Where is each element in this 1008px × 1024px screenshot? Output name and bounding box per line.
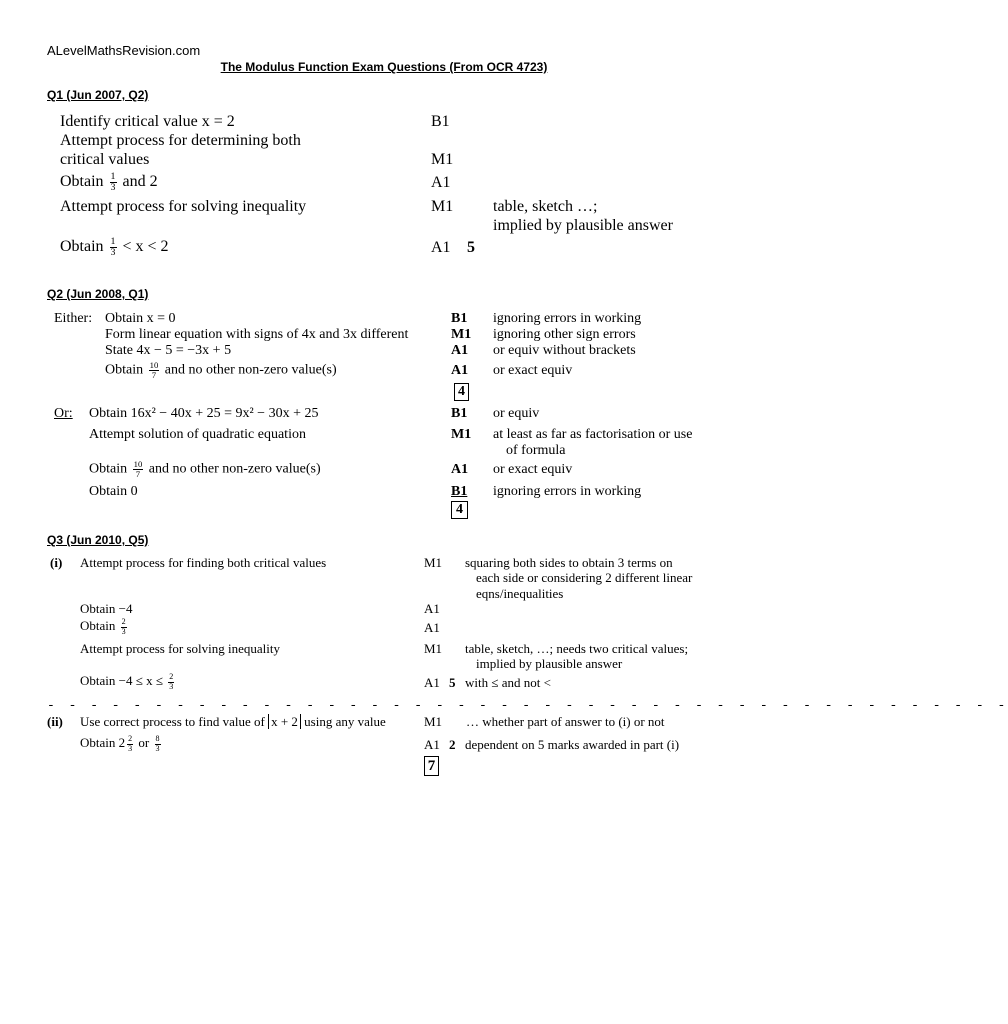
q3-row3-note: eqns/inequalities: [476, 586, 564, 601]
q1-heading: Q1 (Jun 2007, Q2): [47, 88, 149, 102]
q1-row5-note: table, sketch …;: [493, 198, 598, 215]
q1-row7-mark: A1: [431, 239, 451, 256]
q2-row10-text: Obtain 0: [89, 484, 138, 499]
q2-row4-text: Obtain $\frac{10}{7}$ and no other non-zero value(s): [105, 360, 337, 380]
q2-row2-mark: M1: [451, 327, 472, 342]
q2-row7-mark: M1: [451, 427, 472, 442]
q2-or-label: Or:: [54, 406, 73, 421]
q3-total: 7: [424, 756, 439, 776]
q2-row7-text: Attempt solution of quadratic equation: [89, 427, 306, 442]
fraction: $\frac{10}{7}$: [133, 459, 143, 479]
q3-row6-note: table, sketch, …; needs two critical values;: [465, 641, 689, 656]
q2-row1-note: ignoring errors in working: [493, 311, 642, 326]
q2-row2-text: Form linear equation with signs of 4x and 3x different: [105, 327, 409, 342]
q3-row6-text: Attempt process for solving inequality: [80, 641, 281, 656]
q3-row8-text: Obtain −4 ≤ x ≤ $\frac{2}{3}$: [80, 672, 174, 691]
q3-part-i-label: (i): [50, 555, 63, 570]
q1-row5-mark: M1: [431, 198, 454, 215]
q2-row4-mark: A1: [451, 363, 469, 378]
q3-row8-mark: A1: [424, 675, 440, 690]
q1-row3-text: critical values: [60, 151, 150, 168]
q3-row10-note: dependent on 5 marks awarded in part (i): [465, 737, 680, 752]
q1-row4-text: Obtain $\frac{1}{3}$ and 2: [60, 171, 158, 193]
q1-row1-mark: B1: [431, 113, 450, 130]
q3-row8-note: with ≤ and not <: [465, 675, 551, 690]
q1-row3-mark: M1: [431, 151, 454, 168]
q2-row7-note: at least as far as factorisation or use: [493, 427, 693, 442]
fraction: $\frac{1}{3}$: [110, 171, 116, 193]
q1-row7-text: Obtain $\frac{1}{3}$ < x < 2: [60, 236, 169, 258]
q3-row9-text: Use correct process to find value of x + 2 using any value: [80, 714, 386, 729]
q2-row3-text: State 4x − 5 = −3x + 5: [105, 343, 232, 358]
site-name: ALevelMathsRevision.com: [47, 43, 201, 58]
fraction: $\frac{2}{3}$: [121, 617, 126, 636]
q3-row9-note: … whether part of answer to (i) or not: [466, 714, 665, 729]
q2-row9-note: or exact equiv: [493, 462, 573, 477]
q1-row6-note: implied by plausible answer: [493, 217, 673, 234]
q2-row10-mark: B1: [451, 484, 468, 499]
q3-row4-text: Obtain −4: [80, 601, 133, 616]
q2-row9-mark: A1: [451, 462, 469, 477]
q3-row5-text: Obtain $\frac{2}{3}$: [80, 617, 126, 636]
q3-row9-mark: M1: [424, 714, 443, 729]
q2-row1-mark: B1: [451, 311, 468, 326]
modulus-expression: x + 2: [268, 714, 301, 729]
q3-row4-mark: A1: [424, 601, 440, 616]
fraction: $\frac{1}{3}$: [110, 236, 116, 258]
q3-heading: Q3 (Jun 2010, Q5): [47, 533, 149, 547]
q2-row3-note: or equiv without brackets: [493, 343, 636, 358]
q1-row4-mark: A1: [431, 174, 451, 191]
fraction: $\frac{2}{3}$: [169, 672, 174, 691]
q3-part-ii-total: 2: [449, 737, 456, 752]
q2-either-total: 4: [454, 383, 469, 401]
q2-row3-mark: A1: [451, 343, 469, 358]
q3-row1-note: squaring both sides to obtain 3 terms on: [465, 555, 673, 570]
q2-row8-note: of formula: [506, 443, 566, 458]
fraction: $\frac{10}{7}$: [149, 360, 159, 380]
q2-row6-text: Obtain 16x² − 40x + 25 = 9x² − 30x + 25: [89, 406, 319, 421]
q1-row1-text: Identify critical value x = 2: [60, 113, 235, 130]
q3-row7-note: implied by plausible answer: [476, 656, 623, 671]
q1-row2-text: Attempt process for determining both: [60, 132, 301, 149]
q3-row1-text: Attempt process for finding both critical values: [80, 555, 327, 570]
q2-row9-text: Obtain $\frac{10}{7}$ and no other non-zero value(s): [89, 459, 321, 479]
q2-row4-note: or exact equiv: [493, 363, 573, 378]
q3-row1-mark: M1: [424, 555, 443, 570]
q3-row6-mark: M1: [424, 641, 443, 656]
q3-row2-note: each side or considering 2 different linear: [476, 570, 693, 585]
q2-row1-text: Obtain x = 0: [105, 311, 176, 326]
q3-part-i-total: 5: [449, 675, 456, 690]
fraction: $\frac{8}{3}$: [155, 734, 160, 753]
q1-total: 5: [467, 239, 475, 256]
document-title: The Modulus Function Exam Questions (From OCR 4723): [220, 60, 548, 74]
fraction: $\frac{2}{3}$: [128, 734, 133, 753]
q2-row6-mark: B1: [451, 406, 468, 421]
q3-row5-mark: A1: [424, 620, 440, 635]
q2-either-label: Either:: [54, 311, 93, 326]
q2-row6-note: or equiv: [493, 406, 540, 421]
q2-row2-note: ignoring other sign errors: [493, 327, 636, 342]
q1-row5-text: Attempt process for solving inequality: [60, 198, 307, 215]
q2-heading: Q2 (Jun 2008, Q1): [47, 287, 149, 301]
q3-part-ii-label: (ii): [47, 714, 63, 729]
q2-or-total: 4: [451, 501, 468, 519]
q3-row10-mark: A1: [424, 737, 440, 752]
q3-row10-text: Obtain 2 $\frac{2}{3}$ or $\frac{8}{3}$: [80, 734, 160, 753]
q2-row10-note: ignoring errors in working: [493, 484, 642, 499]
part-divider: - - - - - - - - - - - - - - - - - - - - - - - - - - - - - - - - - - - - - - - - - - - - -: [47, 698, 1008, 713]
